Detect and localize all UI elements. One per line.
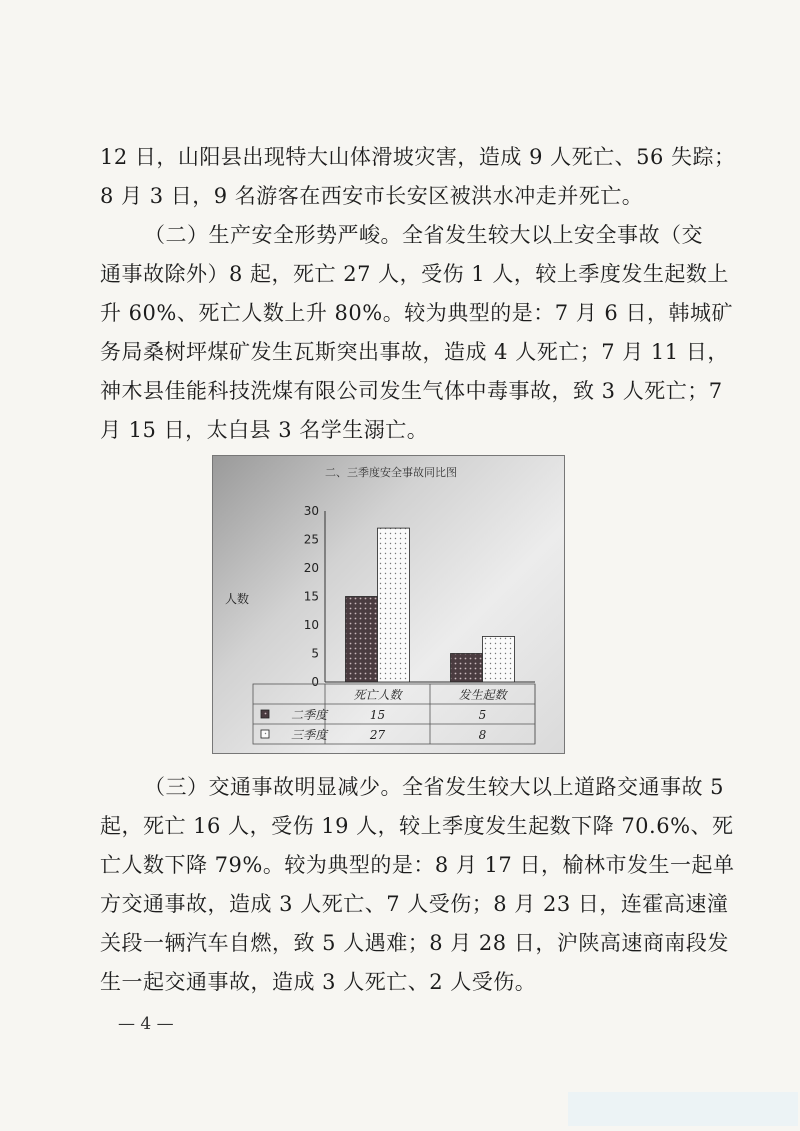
bar	[378, 528, 410, 682]
y-tick-label: 25	[303, 532, 319, 547]
text-line: 亡人数下降 79%。较为典型的是：8 月 17 日，榆林市发生一起单	[100, 853, 735, 877]
chart-title: 二、三季度安全事故同比图	[325, 466, 457, 479]
text-line: 关段一辆汽车自燃，致 5 人遇难；8 月 28 日，沪陕高速商南段发	[100, 931, 729, 955]
bar	[346, 597, 378, 683]
text-line: （二）生产安全形势严峻。全省发生较大以上安全事故（交	[144, 223, 703, 247]
chart-canvas	[213, 456, 564, 753]
y-tick-label: 0	[311, 675, 319, 689]
text-line: 通事故除外）8 起，死亡 27 人，受伤 1 人，较上季度发生起数上	[100, 262, 729, 286]
text-line: 升 60%、死亡人数上升 80%。较为典型的是：7 月 6 日，韩城矿	[100, 301, 733, 325]
data-table	[253, 684, 535, 744]
watermark-strip	[568, 1092, 798, 1126]
legend-swatch	[261, 730, 269, 738]
data-label: 27	[369, 728, 386, 742]
paragraph-traffic	[100, 768, 735, 1002]
data-label: 8	[478, 728, 487, 742]
y-tick-label: 30	[303, 504, 319, 518]
text-line: （三）交通事故明显减少。全省发生较大以上道路交通事故 5	[144, 775, 725, 799]
bar	[451, 654, 483, 683]
page-number: — 4 —	[118, 1014, 174, 1034]
text-line: 方交通事故，造成 3 人死亡、7 人受伤；8 月 23 日，连霍高速潼	[100, 892, 729, 916]
legend-series-name: 三季度	[291, 728, 328, 742]
y-tick-label: 5	[311, 646, 319, 661]
text-line: 12 日，山阳县出现特大山体滑坡灾害，造成 9 人死亡、56 失踪；	[100, 145, 736, 169]
text-line: 神木县佳能科技洗煤有限公司发生气体中毒事故，致 3 人死亡；7	[100, 379, 723, 403]
bar	[483, 636, 515, 682]
bars-group	[346, 528, 515, 682]
y-axis-label: 人数	[225, 592, 250, 606]
paragraph-intro	[100, 138, 736, 216]
y-tick-label: 10	[303, 618, 319, 632]
legend-series-name: 二季度	[291, 708, 328, 722]
y-tick-label: 15	[303, 589, 319, 604]
text-line: 8 月 3 日，9 名游客在西安市长安区被洪水冲走并死亡。	[100, 184, 644, 208]
data-label: 15	[369, 708, 386, 722]
x-category-label: 死亡人数	[353, 688, 402, 702]
text-line: 务局桑树坪煤矿发生瓦斯突出事故，造成 4 人死亡；7 月 11 日，	[100, 340, 729, 364]
x-category-label: 发生起数	[458, 688, 507, 702]
text-line: 起，死亡 16 人，受伤 19 人，较上季度发生起数下降 70.6%、死	[100, 814, 734, 838]
legend-swatch	[261, 710, 269, 718]
paragraph-production-safety	[100, 216, 733, 450]
accident-comparison-chart	[212, 455, 565, 754]
text-line: 月 15 日，太白县 3 名学生溺亡。	[100, 418, 429, 442]
y-tick-label: 20	[303, 561, 319, 575]
text-line: 生一起交通事故，造成 3 人死亡、2 人受伤。	[100, 970, 537, 994]
data-label: 5	[478, 708, 487, 722]
